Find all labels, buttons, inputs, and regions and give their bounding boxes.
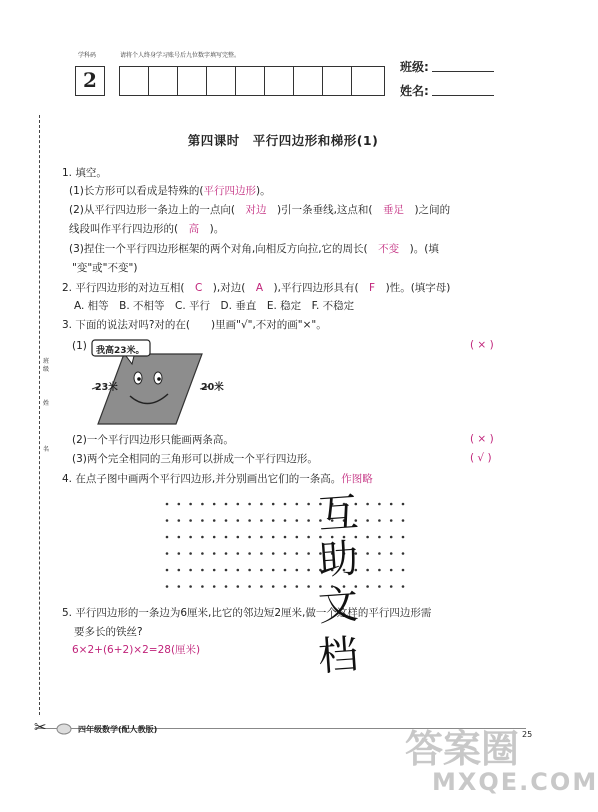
grid-dot	[189, 569, 192, 572]
grid-dot	[237, 585, 240, 588]
grid-dot	[366, 519, 369, 522]
grid-dot	[378, 585, 381, 588]
grid-dot	[178, 552, 181, 555]
grid-dot	[284, 569, 287, 572]
answer: 作图略	[341, 473, 373, 485]
q4-question: 4. 在点子图中画两个平行四边形,并分别画出它们的一条高。作图略	[62, 473, 373, 485]
q5-line2: 要多长的铁丝?	[74, 626, 143, 638]
digit-box[interactable]	[264, 66, 294, 96]
grid-dot	[201, 552, 204, 555]
q1-item3-line2: "变"或"不变")	[72, 262, 138, 274]
grid-dot	[225, 552, 228, 555]
grid-dot	[378, 536, 381, 539]
grid-dot	[284, 519, 287, 522]
grid-dot	[296, 519, 299, 522]
grid-dot	[237, 569, 240, 572]
digit-box[interactable]	[322, 66, 352, 96]
answer: C	[194, 282, 203, 294]
grid-dot	[402, 585, 405, 588]
grid-dot	[201, 536, 204, 539]
grid-dot	[225, 536, 228, 539]
grid-dot	[213, 519, 216, 522]
subject-code-box: 2	[75, 66, 105, 96]
cut-line	[39, 115, 40, 715]
grid-dot	[201, 569, 204, 572]
grid-dot	[248, 503, 251, 506]
grid-dot	[225, 503, 228, 506]
grid-dot	[189, 536, 192, 539]
grid-dot	[284, 552, 287, 555]
answer: A	[255, 282, 264, 294]
scissor-icon: ✂	[34, 718, 47, 736]
answer: 对边	[245, 204, 267, 216]
grid-dot	[213, 503, 216, 506]
q1-heading: 1. 填空。	[62, 167, 107, 179]
grid-dot	[248, 552, 251, 555]
grid-dot	[272, 519, 275, 522]
q3-item3: (3)两个完全相同的三角形可以拼成一个平行四边形。	[72, 453, 318, 465]
grid-dot	[248, 585, 251, 588]
grid-dot	[201, 585, 204, 588]
digit-box[interactable]	[206, 66, 236, 96]
grid-dot	[201, 519, 204, 522]
digit-box[interactable]	[177, 66, 207, 96]
book-title: 四年级数学(配人教版)	[78, 725, 158, 734]
q3-item1-mark: ( × )	[470, 339, 494, 351]
grid-dot	[213, 552, 216, 555]
grid-dot	[260, 519, 263, 522]
name-field[interactable]	[432, 95, 494, 96]
grid-dot	[390, 503, 393, 506]
q2-options: A. 相等 B. 不相等 C. 平行 D. 垂直 E. 稳定 F. 不稳定	[74, 300, 355, 312]
grid-dot	[390, 585, 393, 588]
grid-dot	[378, 503, 381, 506]
grid-dot	[189, 585, 192, 588]
grid-dot	[248, 536, 251, 539]
grid-dot	[296, 585, 299, 588]
watermark-url: MXQE.COM	[432, 768, 598, 796]
handwritten-char: 助	[316, 535, 360, 585]
class-label: 班级:	[400, 60, 429, 74]
grid-dot	[390, 552, 393, 555]
grid-dot	[307, 536, 310, 539]
grid-dot	[178, 569, 181, 572]
code-label: 学科码	[78, 52, 97, 59]
grid-dot	[378, 569, 381, 572]
grid-dot	[390, 536, 393, 539]
grid-dot	[366, 585, 369, 588]
grid-dot	[366, 569, 369, 572]
digit-box[interactable]	[351, 66, 385, 96]
grid-dot	[237, 552, 240, 555]
grid-dot	[366, 503, 369, 506]
answer: 垂足	[383, 204, 405, 216]
grid-dot	[307, 585, 310, 588]
speech-text: 我高23米。	[96, 346, 145, 356]
grid-dot	[402, 552, 405, 555]
grid-dot	[272, 503, 275, 506]
grid-dot	[237, 519, 240, 522]
q1-item2-line2: 线段叫作平行四边形的( 高 )。	[69, 223, 225, 235]
grid-dot	[213, 536, 216, 539]
grid-dot	[307, 519, 310, 522]
grid-dot	[378, 519, 381, 522]
grid-dot	[402, 519, 405, 522]
grid-dot	[166, 536, 169, 539]
grid-dot	[260, 552, 263, 555]
answer: 高	[188, 223, 200, 235]
grid-dot	[178, 536, 181, 539]
answer: 不变	[378, 243, 400, 255]
grid-dot	[166, 503, 169, 506]
grid-dot	[166, 569, 169, 572]
grid-dot	[189, 503, 192, 506]
grid-dot	[189, 552, 192, 555]
side-label: 班	[43, 358, 50, 365]
grid-dot	[307, 503, 310, 506]
answer: F	[369, 282, 376, 294]
grid-dot	[248, 569, 251, 572]
grid-dot	[166, 519, 169, 522]
page-number: 25	[522, 730, 533, 739]
grid-dot	[390, 519, 393, 522]
q5-line1: 5. 平行四边形的一条边为6厘米,比它的邻边短2厘米,做一个这样的平行四边形需	[62, 607, 432, 619]
side-label: 姓	[43, 400, 50, 407]
q3-heading: 3. 下面的说法对吗?对的在( )里画"√",不对的画"×"。	[62, 319, 327, 331]
handwritten-char: 档	[316, 631, 360, 681]
digit-box[interactable]	[293, 66, 323, 96]
grid-dot	[178, 585, 181, 588]
grid-dot	[225, 569, 228, 572]
grid-dot	[296, 552, 299, 555]
grid-dot	[260, 536, 263, 539]
grid-dot	[284, 585, 287, 588]
grid-dot	[225, 585, 228, 588]
grid-dot	[272, 536, 275, 539]
grid-dot	[225, 519, 228, 522]
dot-grid[interactable]	[163, 500, 413, 595]
grid-dot	[166, 585, 169, 588]
grid-dot	[201, 503, 204, 506]
grid-dot	[178, 503, 181, 506]
grid-dot	[213, 585, 216, 588]
grid-dot	[284, 536, 287, 539]
grid-dot	[213, 569, 216, 572]
answer: 平行四边形	[203, 185, 256, 197]
grid-dot	[296, 503, 299, 506]
grid-dot	[166, 552, 169, 555]
side-label: 级	[43, 366, 50, 373]
grid-dot	[402, 569, 405, 572]
grid-dot	[178, 519, 181, 522]
q3-item2-mark: ( × )	[470, 433, 494, 445]
q3-item1-label: (1)	[72, 340, 87, 352]
grid-dot	[260, 585, 263, 588]
q3-item3-mark: ( √ )	[470, 452, 492, 464]
grid-dot	[390, 569, 393, 572]
grid-dot	[307, 552, 310, 555]
grid-dot	[307, 569, 310, 572]
grid-dot	[260, 503, 263, 506]
grid-dot	[366, 536, 369, 539]
q1-item1: (1)长方形可以看成是特殊的(平行四边形)。	[69, 185, 271, 197]
grid-dot	[366, 552, 369, 555]
right-length-label: 20米	[201, 382, 224, 393]
grid-dot	[378, 552, 381, 555]
class-field[interactable]	[432, 71, 494, 72]
grid-dot	[296, 536, 299, 539]
grid-dot	[272, 569, 275, 572]
q1-item2: (2)从平行四边形一条边上的一点向( 对边 )引一条垂线,这点和( 垂足 )之间的	[69, 204, 451, 216]
grid-dot	[237, 503, 240, 506]
grid-dot	[237, 536, 240, 539]
left-length-label: 23米	[95, 382, 118, 393]
q5-answer: 6×2+(6+2)×2=28(厘米)	[72, 644, 201, 656]
grid-dot	[189, 519, 192, 522]
digit-box[interactable]	[119, 66, 149, 96]
grid-dot	[284, 503, 287, 506]
leaf-icon	[56, 722, 72, 736]
digit-box[interactable]	[148, 66, 178, 96]
page-title: 第四课时 平行四边形和梯形(1)	[187, 133, 379, 148]
side-label: 名	[43, 446, 50, 453]
handwritten-char: 互	[316, 489, 360, 539]
name-label: 姓名:	[400, 84, 429, 98]
grid-dot	[272, 552, 275, 555]
grid-dot	[260, 569, 263, 572]
grid-dot	[296, 569, 299, 572]
watermark-logo: 答案圈	[405, 727, 520, 771]
grid-dot	[402, 503, 405, 506]
q2-question: 2. 平行四边形的对边互相( C ),对边( A ),平行四边形具有( F )性。(填字母)	[62, 282, 451, 294]
handwritten-char: 文	[316, 581, 360, 631]
grid-dot	[248, 519, 251, 522]
grid-dot	[402, 536, 405, 539]
q3-item2: (2)一个平行四边形只能画两条高。	[72, 434, 234, 446]
digit-box[interactable]	[235, 66, 265, 96]
q1-item3: (3)捏住一个平行四边形框架的两个对角,向相反方向拉,它的周长( 不变 )。(填	[69, 243, 439, 255]
instruction-text: 请将个人终身学习账号后九位数字填写完整。	[120, 52, 241, 59]
grid-dot	[272, 585, 275, 588]
